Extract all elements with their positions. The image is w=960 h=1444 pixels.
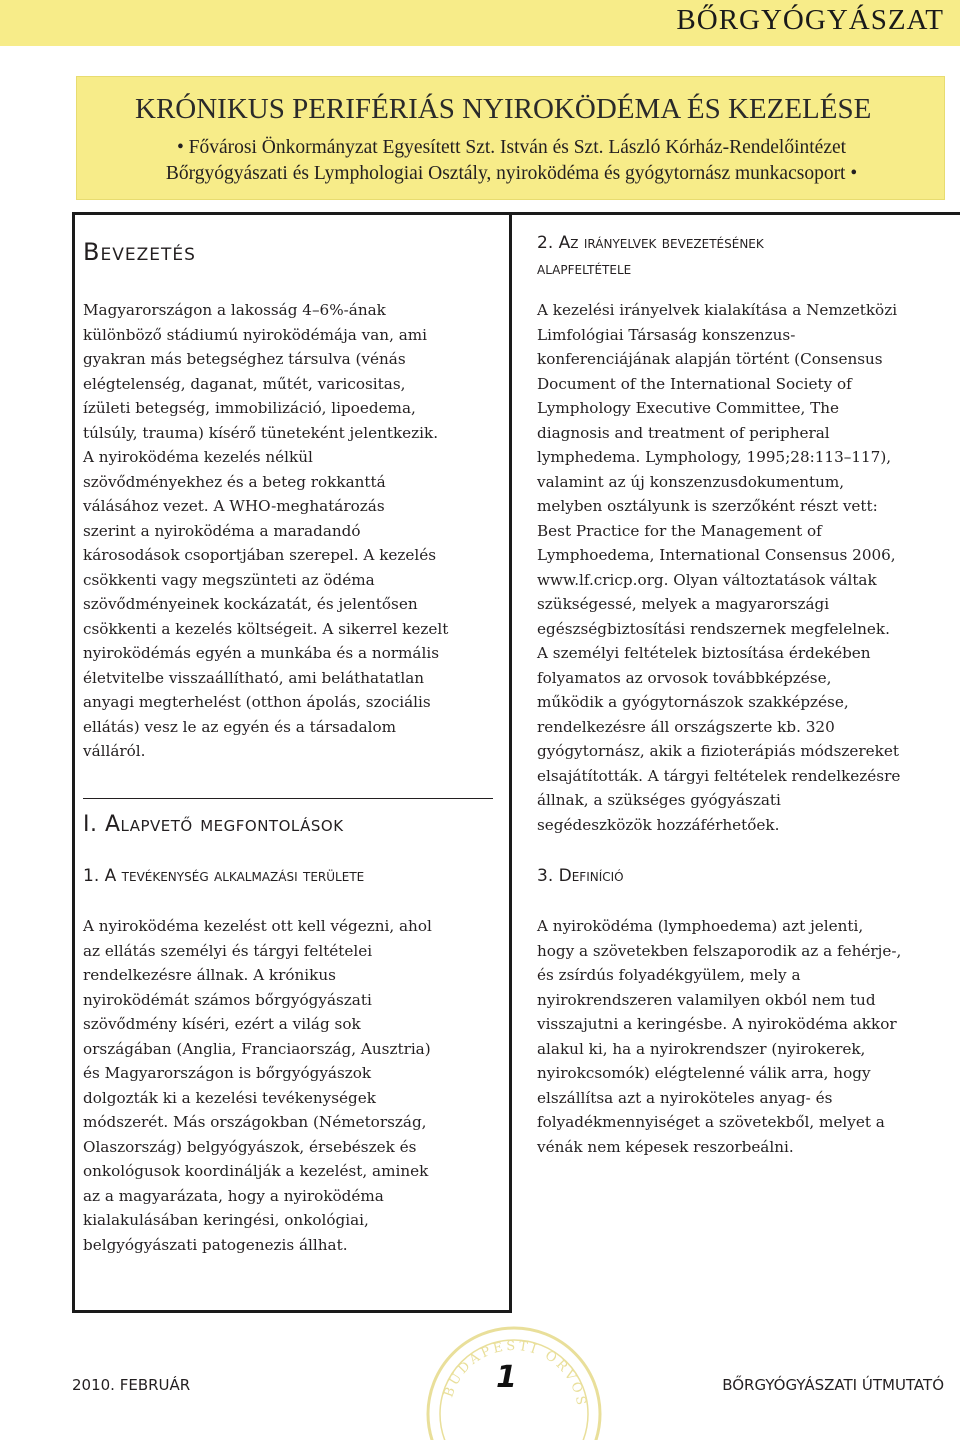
text-line: és Magyarországon is bőrgyógyászok (83, 1064, 372, 1082)
text-line: nyirokrendszeren valamilyen okból nem tud (537, 990, 876, 1009)
text-line: életvitelbe visszaállítható, ami beláthatatlan (83, 668, 425, 687)
text-line: elégtelenség, daganat, műtét, varicositas, (83, 374, 406, 393)
section-1-heading: I. Alapvető megfontolások (83, 812, 344, 837)
text-line: nyiroködémát számos bőrgyógyászati (83, 990, 372, 1009)
text-line: működik a gyógytornászok szakképzése, (537, 693, 849, 711)
text-line: kialakulásában keringési, onkológiai, (83, 1211, 369, 1229)
text-line: visszajutni a keringésbe. A nyiroködéma akkor (537, 1015, 897, 1033)
text-line: Document of the International Society of (537, 374, 852, 393)
text-line: melyben osztályunk is szerzőként részt vett: (537, 497, 878, 515)
page-number: 1 (496, 1360, 517, 1395)
text-line: Lymphology Executive Committee, The (537, 399, 840, 417)
intro-paragraph (83, 298, 448, 764)
text-line: folyadékmennyiséget a szövetekből, melyet a (537, 1113, 885, 1131)
text-line: nyiroködémás egyén a munkába és a normális (83, 644, 439, 662)
text-line: különböző stádiumú nyiroködémája van, ami (83, 325, 428, 344)
text-line: A nyiroködéma kezelés nélkül (83, 448, 313, 466)
subsection-1-heading: 1. A tevékenység alkalmazási területe (83, 866, 365, 886)
text-line: hogy a szövetekben felszaporodik az a fehérje-, (537, 941, 902, 960)
text-line: gyakran más betegséghez társulva (vénás (83, 350, 406, 368)
text-line: segédeszközök hozzáférhetőek. (537, 815, 780, 834)
text-line: lymphedema. Lymphology, 1995;28:113–117), (537, 448, 892, 466)
text-line: A nyiroködéma (lymphoedema) azt jelenti, (537, 917, 864, 935)
text-line: Lymphoedema, International Consensus 2006, (537, 546, 896, 564)
text-line: gyógytornász, akik a fizioterápiás módszereket (537, 742, 899, 760)
text-line: belgyógyászati patogenezis állhat. (83, 1235, 348, 1254)
text-line: állnak, a szükséges gyógyászati (537, 791, 781, 809)
text-line: A nyiroködéma kezelést ott kell végezni, ahol (83, 917, 432, 935)
text-line: rendelkezésre áll országszerte kb. 320 (537, 717, 835, 736)
text-line: vénák nem képesek reszorbeálni. (537, 1137, 794, 1156)
subsection-2-heading-line-2: alapfeltétele (537, 259, 632, 279)
text-line: A személyi feltételek biztosítása érdekében (537, 644, 871, 662)
text-line: onkológusok koordinálják a kezelést, aminek (83, 1162, 429, 1180)
title-box (76, 76, 945, 200)
running-head: BŐRGYÓGYÁSZAT (676, 4, 944, 36)
text-line: szövődményeinek kockázatát, és jelentősen (83, 595, 418, 613)
text-line: Best Practice for the Management of (537, 521, 822, 540)
text-line: dolgozták ki a kezelési tevékenységek (83, 1088, 376, 1107)
text-line: nyirokcsomók) elégtelenné válik arra, hogy (537, 1064, 871, 1082)
text-line: Limfológiai Társaság konszenzus- (537, 325, 796, 344)
text-line: ízületi betegség, immobilizáció, lipoedema, (83, 399, 416, 417)
definition-paragraph (537, 914, 901, 1159)
text-line: válásához vezet. A WHO-meghatározás (83, 497, 385, 515)
text-line: elszállítsa azt a nyiroköteles anyag- és (537, 1088, 833, 1107)
text-line: országában (Anglia, Franciaország, Ausztria) (83, 1039, 431, 1058)
footer-publication: BŐRGYÓGYÁSZATI ÚTMUTATÓ (722, 1376, 944, 1394)
text-line: diagnosis and treatment of peripheral (537, 423, 830, 442)
text-line: az ellátás személyi és tárgyi feltételei (83, 941, 373, 960)
seal-text: BUDAPESTI ORVOS (441, 1338, 589, 1410)
text-line: egészségbiztosítási rendszernek megfelelnek. (537, 619, 890, 638)
text-line: Olaszország) belgyógyászok, érsebészek és (83, 1137, 417, 1156)
scope-paragraph (83, 914, 432, 1257)
intro-heading: Bevezetés (83, 238, 196, 266)
text-line: és zsírdús folyadékgyülem, mely a (537, 966, 801, 984)
top-header-band (0, 0, 960, 46)
text-line: szövődmény kíséri, ezért a világ sok (83, 1015, 361, 1033)
text-line: módszerét. Más országokban (Németország, (83, 1113, 427, 1131)
text-line: www.lf.cricp.org. Olyan változtatások váltak (537, 570, 877, 589)
text-line: szerint a nyiroködéma a maradandó (83, 521, 361, 540)
text-line: folyamatos az orvosok továbbképzése, (537, 668, 832, 687)
text-line: konferenciájának alapján történt (Consensus (537, 350, 883, 368)
text-line: elsajátították. A tárgyi feltételek rendelkezésre (537, 766, 901, 785)
text-line: csökkenti a kezelés költségeit. A sikerrel kezelt (83, 619, 449, 638)
text-line: válláról. (83, 742, 146, 760)
section-divider (83, 798, 493, 799)
subsection-3-heading: 3. Definíció (537, 866, 624, 886)
affiliation-line-1: • Fővárosi Önkormányzat Egyesített Szt. István és Szt. László Kórház-Rendelőintézet (176, 137, 847, 158)
subsection-2-heading-line-1: 2. Az irányelvek bevezetésének (537, 233, 764, 253)
footer-date: 2010. FEBRUÁR (72, 1376, 191, 1394)
text-line: szövődményekhez és a beteg rokkanttá (83, 472, 386, 491)
text-line: szükségessé, melyek a magyarországi (537, 595, 830, 613)
affiliation-line-2: Bőrgyógyászati és Lymphologiai Osztály, nyiroködéma és gyógytornász munkacsoport • (165, 163, 858, 184)
text-line: károsodások csoportjában szerepel. A kezelés (83, 546, 437, 564)
text-line: Magyarországon a lakosság 4–6%-ának (83, 301, 386, 319)
subsection-2-heading (537, 230, 764, 282)
text-line: alakul ki, ha a nyirokrendszer (nyirokerek, (537, 1039, 866, 1058)
text-line: az a magyarázata, hogy a nyiroködéma (83, 1186, 384, 1205)
text-line: túlsúly, trauma) kísérő tüneteként jelentkezik. (83, 423, 439, 442)
text-line: rendelkezésre állnak. A krónikus (83, 966, 336, 984)
text-line: ellátás) vesz le az egyén és a társadalom (83, 717, 397, 736)
text-line: valamint az új konszenzusdokumentum, (537, 472, 845, 491)
text-line: anyagi megterhelést (otthon ápolás, szociális (83, 693, 431, 711)
article-title: KRÓNIKUS PERIFÉRIÁS NYIROKÖDÉMA ÉS KEZELÉSE (135, 93, 872, 125)
text-line: A kezelési irányelvek kialakítása a Nemzetközi (537, 301, 898, 319)
text-line: csökkenti vagy megszünteti az ödéma (83, 570, 375, 589)
basis-paragraph (537, 298, 900, 837)
